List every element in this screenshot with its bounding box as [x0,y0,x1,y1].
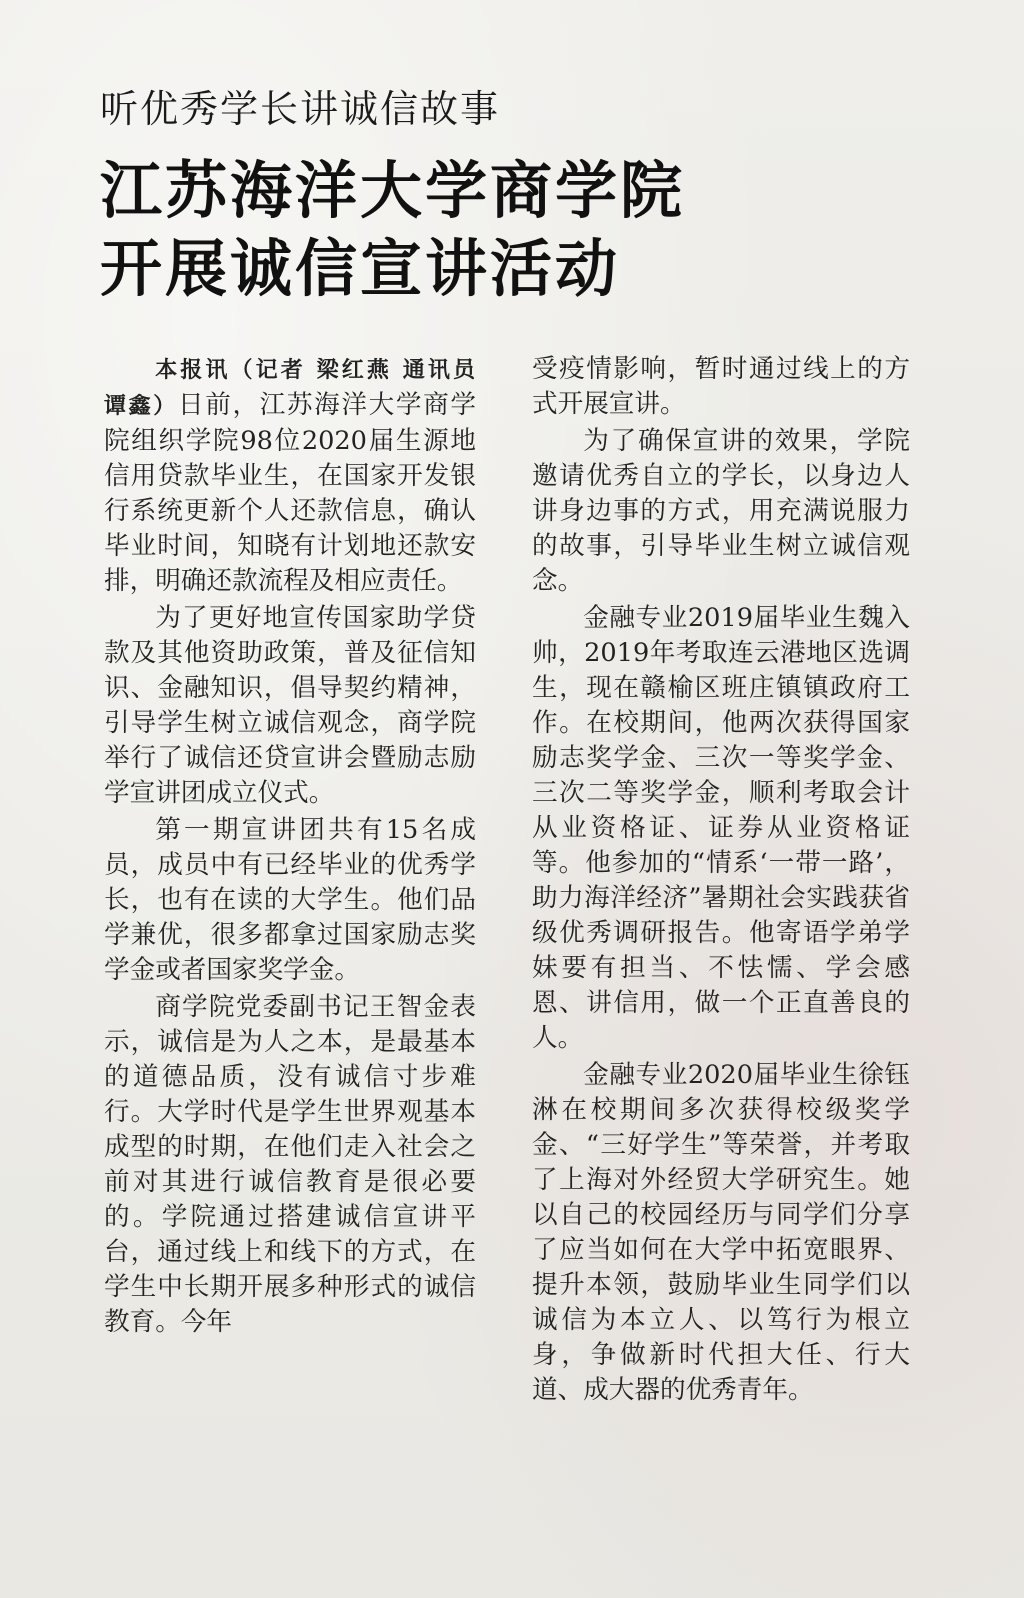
headline-line-1: 江苏海洋大学商学院 [100,154,686,227]
article-headline [100,152,685,308]
article-column-left [104,352,476,1342]
article-paragraph: 金融专业2020届毕业生徐钰淋在校期间多次获得校级奖学金、“三好学生”等荣誉，并考取了上海对外经贸大学研究生。她以自己的校园经历与同学们分享了应当如何在大学中拓宽眼界、提升本领，鼓励毕业生同学们以诚信为本立人、以笃行为根立身，争做新时代担大任、行大道、成大器的优秀青年。 [532,1060,910,1405]
headline-line-2: 开展诚信宣讲活动 [100,232,621,305]
article-kicker: 听优秀学长讲诚信故事 [100,87,501,131]
article-paragraph: 为了更好地宣传国家助学贷款及其他资助政策，普及征信知识、金融知识，倡导契约精神，引导学生树立诚信观念，商学院举行了诚信还贷宣讲会暨励志励学宣讲团成立仪式。 [104,603,476,808]
article-paragraph: 金融专业2019届毕业生魏入帅，2019年考取连云港地区选调生，现在赣榆区班庄镇镇政府工作。在校期间，他两次获得国家励志奖学金、三次一等奖学金、三次二等奖学金，顺利考取会计从业资格证、证券从业资格证等。他参加的“情系‘一带一路’，助力海洋经济”暑期社会实践获省级优秀调研报告。他寄语学弟学妹要有担当、不怯懦、学会感恩、讲信用，做一个正直善良的人。 [532,603,910,1053]
article-paragraph: 商学院党委副书记王智金表示，诚信是为人之本，是最基本的道德品质，没有诚信寸步难行。大学时代是学生世界观基本成型的时期，在他们走入社会之前对其进行诚信教育是很必要的。学院通过搭建诚信宣讲平台，通过线上和线下的方式，在学生中长期开展多种形式的诚信教育。今年 [104,992,476,1337]
article-paragraph: 第一期宣讲团共有15名成员，成员中有已经毕业的优秀学长，也有在读的大学生。他们品学兼优，很多都拿过国家励志奖学金或者国家奖学金。 [104,815,476,985]
article-paragraph-text: 日前，江苏海洋大学商学院组织学院98位2020届生源地信用贷款毕业生，在国家开发银行系统更新个人还款信息，确认毕业时间，知晓有计划地还款安排，明确还款流程及相应责任。 [104,390,476,596]
article-column-right [532,352,910,1410]
article-paragraph: 受疫情影响，暂时通过线上的方式开展宣讲。 [532,354,910,419]
article-paragraph [104,352,476,599]
article-paragraph: 为了确保宣讲的效果，学院邀请优秀自立的学长，以身边人讲身边事的方式，用充满说服力的故事，引导毕业生树立诚信观念。 [532,426,910,596]
article-byline: 本报讯（记者 梁红燕 通讯员 谭鑫） [104,358,476,419]
